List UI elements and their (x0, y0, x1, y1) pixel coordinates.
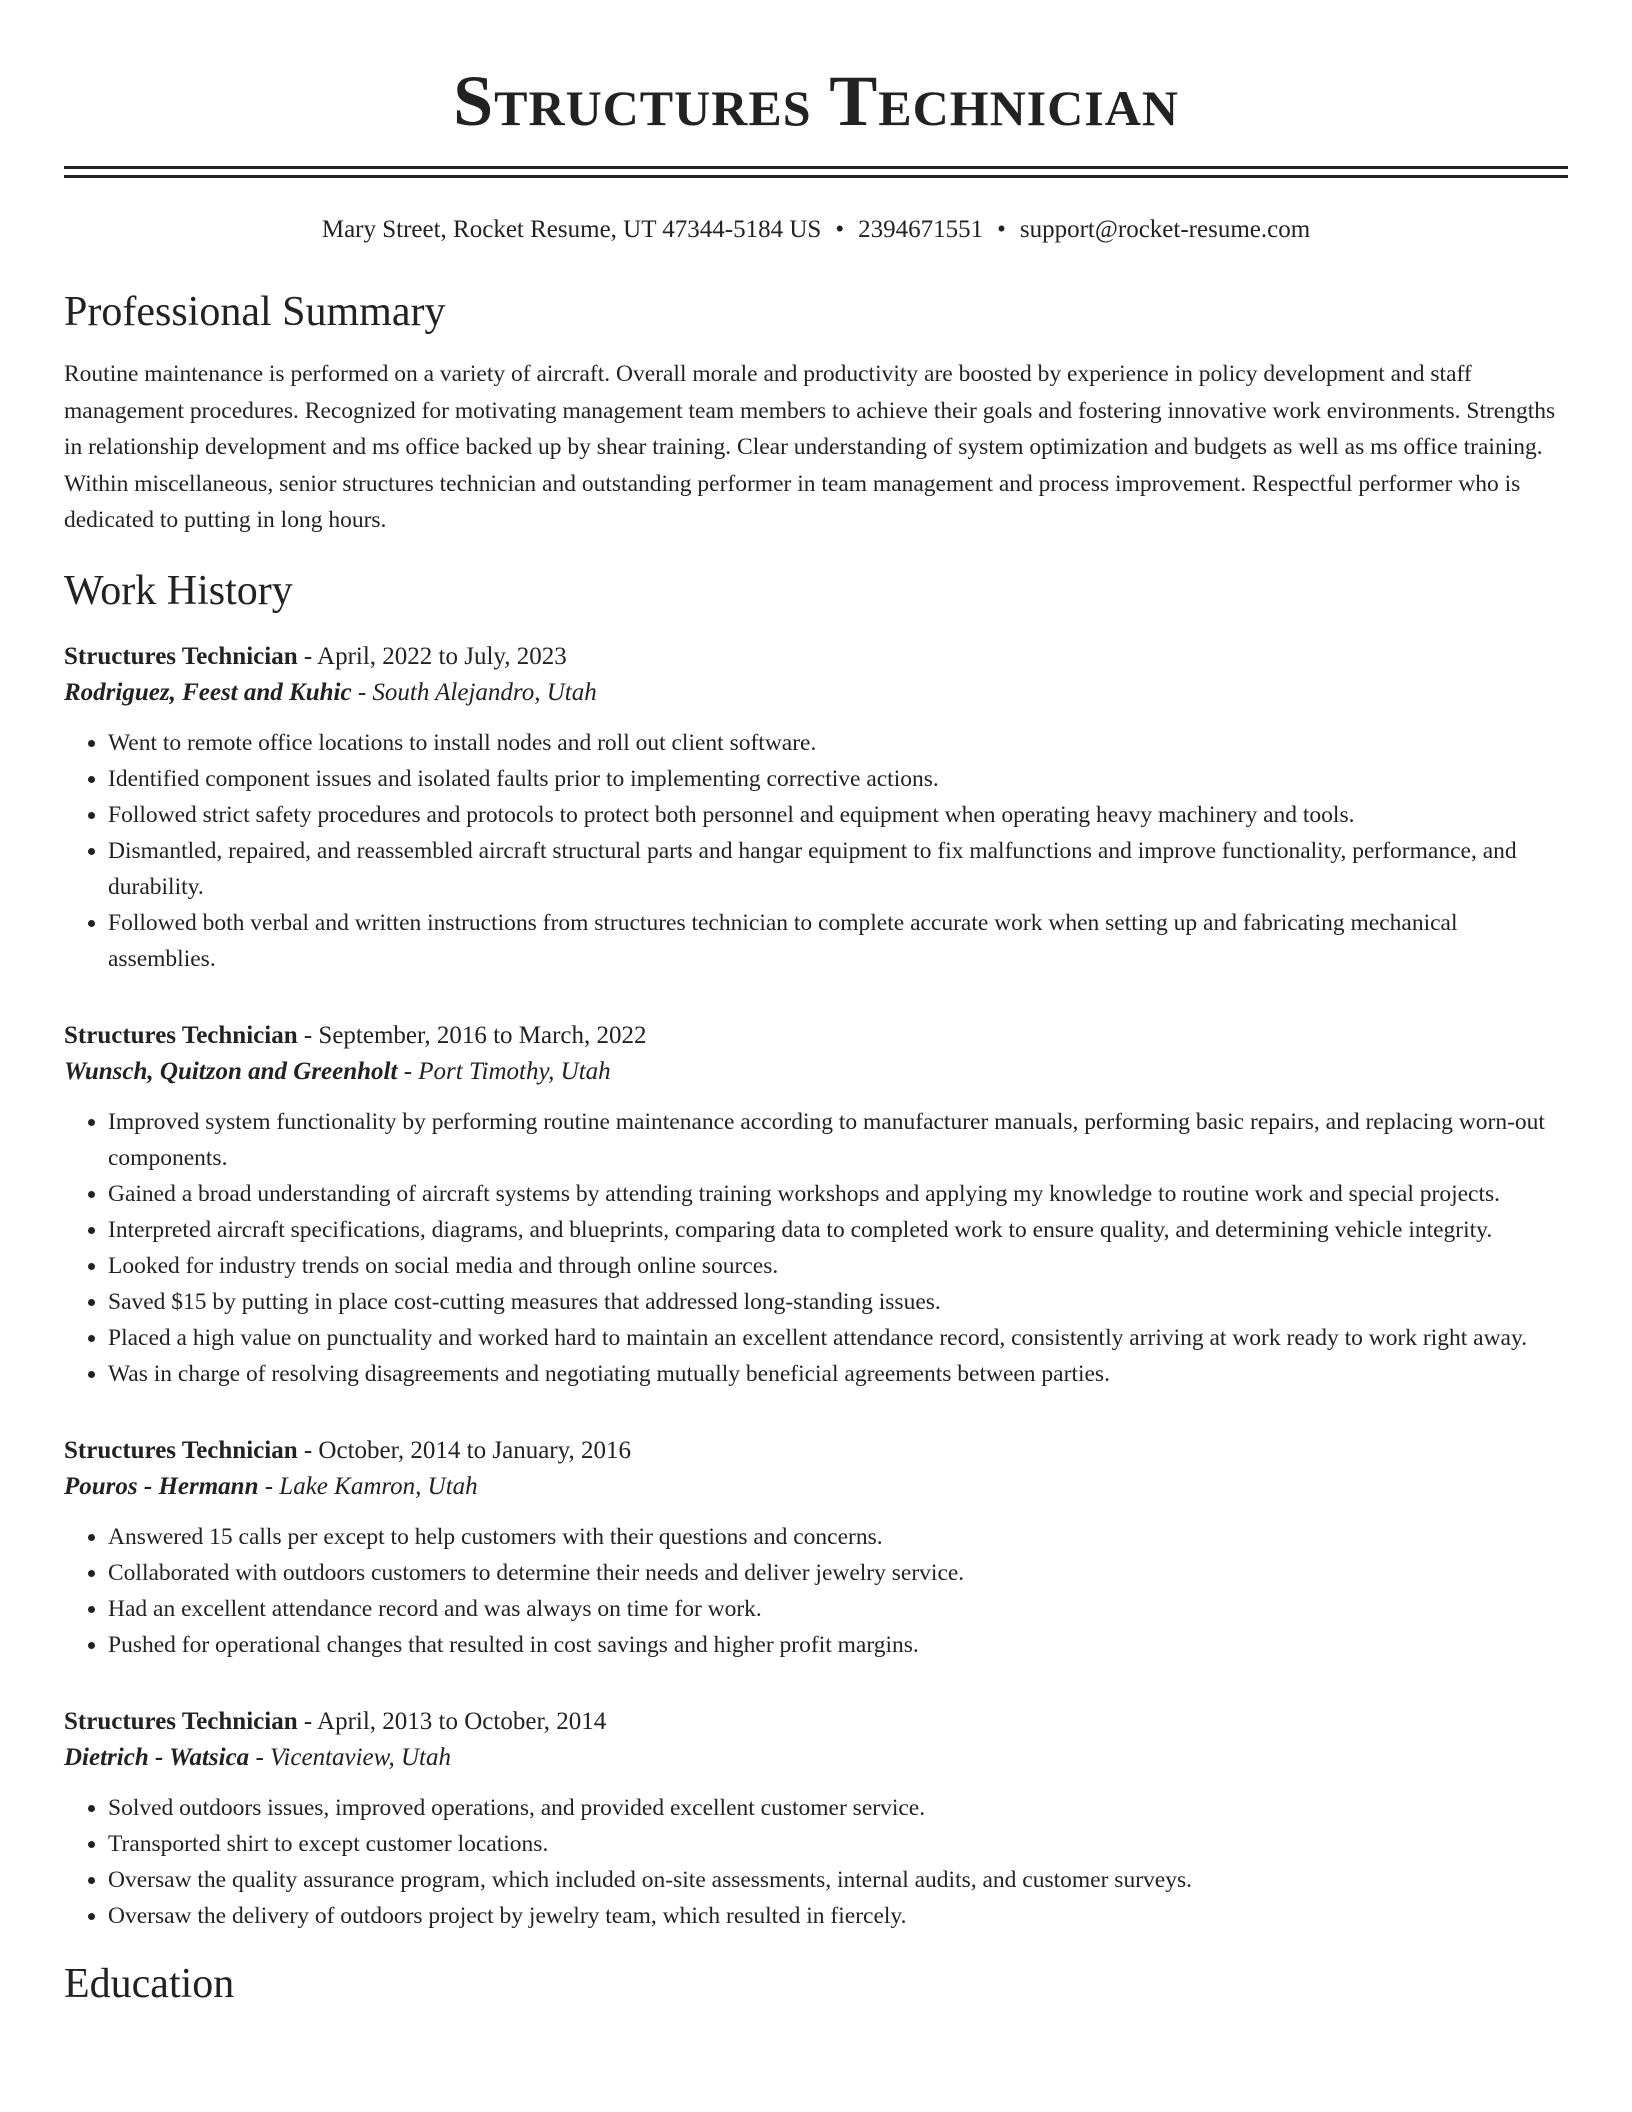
job-title: Structures Technician (64, 1707, 298, 1735)
contact-email: support@rocket-resume.com (1019, 216, 1311, 243)
job-entry (64, 640, 1568, 977)
job-bullets (64, 1104, 1568, 1392)
education-heading: Education (64, 1960, 235, 2007)
job-title-line (64, 640, 1568, 674)
job-bullet: • Saved $15 by putting in place cost-cutting measures that addressed long-standing issues. (108, 1284, 1568, 1320)
contact-phone: 2394671551 (858, 216, 984, 243)
job-company-line (64, 1053, 1568, 1091)
job-bullet: • Identified component issues and isolated faults prior to implementing corrective actions. (108, 761, 1568, 797)
contact-separator: • (835, 216, 845, 243)
job-title-line (64, 1705, 1568, 1739)
job-title: Structures Technician (64, 642, 298, 670)
job-company-line (64, 674, 1568, 712)
title-divider-bottom (64, 175, 1568, 178)
job-bullet: • Interpreted aircraft specifications, diagrams, and blueprints, comparing data to completed work to ensure quality, and determining vehicle integrity. (108, 1212, 1568, 1248)
job-bullet: • Collaborated with outdoors customers to determine their needs and deliver jewelry service. (108, 1555, 1568, 1591)
job-bullet: • Transported shirt to except customer locations. (108, 1826, 1568, 1862)
job-company-line (64, 1468, 1568, 1506)
job-company: Wunsch, Quitzon and Greenholt (64, 1057, 398, 1085)
job-company: Rodriguez, Feest and Kuhic (64, 678, 352, 706)
job-entry (64, 1434, 1568, 1663)
job-location: - Lake Kamron, Utah (258, 1472, 478, 1500)
job-bullet: • Placed a high value on punctuality and worked hard to maintain an excellent attendance record, consistently arriving at work ready to work right away. (108, 1320, 1568, 1356)
job-bullet: • Was in charge of resolving disagreements and negotiating mutually beneficial agreements between parties. (108, 1356, 1568, 1392)
job-bullet: • Gained a broad understanding of aircraft systems by attending training workshops and applying my knowledge to routine work and special projects. (108, 1176, 1568, 1212)
job-bullet: • Looked for industry trends on social media and through online sources. (108, 1248, 1568, 1284)
job-bullets (64, 1790, 1568, 1934)
job-bullet: • Followed both verbal and written instructions from structures technician to complete accurate work when setting up and fabricating mechanical assemblies. (108, 905, 1568, 977)
job-company: Pouros - Hermann (64, 1472, 259, 1500)
job-dates: - April, 2013 to October, 2014 (297, 1707, 607, 1735)
job-bullet: • Dismantled, repaired, and reassembled aircraft structural parts and hangar equipment to fix malfunctions and improve functionality, performance, and durability. (108, 833, 1568, 905)
job-bullet: • Had an excellent attendance record and was always on time for work. (108, 1591, 1568, 1627)
job-bullet: • Oversaw the delivery of outdoors project by jewelry team, which resulted in fiercely. (108, 1898, 1568, 1934)
job-bullet: • Pushed for operational changes that resulted in cost savings and higher profit margins. (108, 1627, 1568, 1663)
job-title-line (64, 1019, 1568, 1053)
job-bullet: • Solved outdoors issues, improved operations, and provided excellent customer service. (108, 1790, 1568, 1826)
resume-title: Structures Technician (453, 61, 1179, 141)
job-bullet: • Went to remote office locations to install nodes and roll out client software. (108, 725, 1568, 761)
work-history-heading: Work History (64, 567, 293, 614)
job-dates: - April, 2022 to July, 2023 (297, 642, 567, 670)
job-bullets (64, 725, 1568, 977)
contact-address: Mary Street, Rocket Resume, UT 47344-5184 US (321, 216, 822, 243)
job-title: Structures Technician (64, 1436, 298, 1464)
contact-separator: • (997, 216, 1006, 243)
job-bullet: • Oversaw the quality assurance program, which included on-site assessments, internal audits, and customer surveys. (108, 1862, 1568, 1898)
job-dates: - September, 2016 to March, 2022 (297, 1021, 647, 1049)
job-location: - Vicentaview, Utah (249, 1743, 451, 1771)
job-entry (64, 1019, 1568, 1392)
resume-page (64, 0, 1568, 2010)
job-bullet: • Improved system functionality by performing routine maintenance according to manufacturer manuals, performing basic repairs, and replacing worn-out components. (108, 1104, 1568, 1176)
job-bullets (64, 1519, 1568, 1663)
contact-info (64, 214, 1568, 246)
summary-text: Routine maintenance is performed on a variety of aircraft. Overall morale and productivity are boosted by experience in policy development and staff management procedures. Recognized for motivating management team members to achieve their goals and fostering innovative work environments. Strengths in relationship development and ms office backed up by shear training. Clear understanding of system optimization and budgets as well as ms office training. Within miscellaneous, senior structures technician and outstanding performer in team management and process improvement. Respectful performer who is dedicated to putting in long hours. (64, 361, 1556, 533)
job-title: Structures Technician (64, 1021, 298, 1049)
job-title-line (64, 1434, 1568, 1468)
job-entry (64, 1705, 1568, 1934)
job-location: - Port Timothy, Utah (397, 1057, 611, 1085)
job-bullet: • Followed strict safety procedures and protocols to protect both personnel and equipment when operating heavy machinery and tools. (108, 797, 1568, 833)
job-company-line (64, 1739, 1568, 1777)
job-bullet: • Answered 15 calls per except to help customers with their questions and concerns. (108, 1519, 1568, 1555)
job-location: - South Alejandro, Utah (351, 678, 597, 706)
job-company: Dietrich - Watsica (64, 1743, 250, 1771)
job-dates: - October, 2014 to January, 2016 (297, 1436, 632, 1464)
summary-heading: Professional Summary (64, 289, 446, 335)
title-divider-top (64, 166, 1568, 169)
